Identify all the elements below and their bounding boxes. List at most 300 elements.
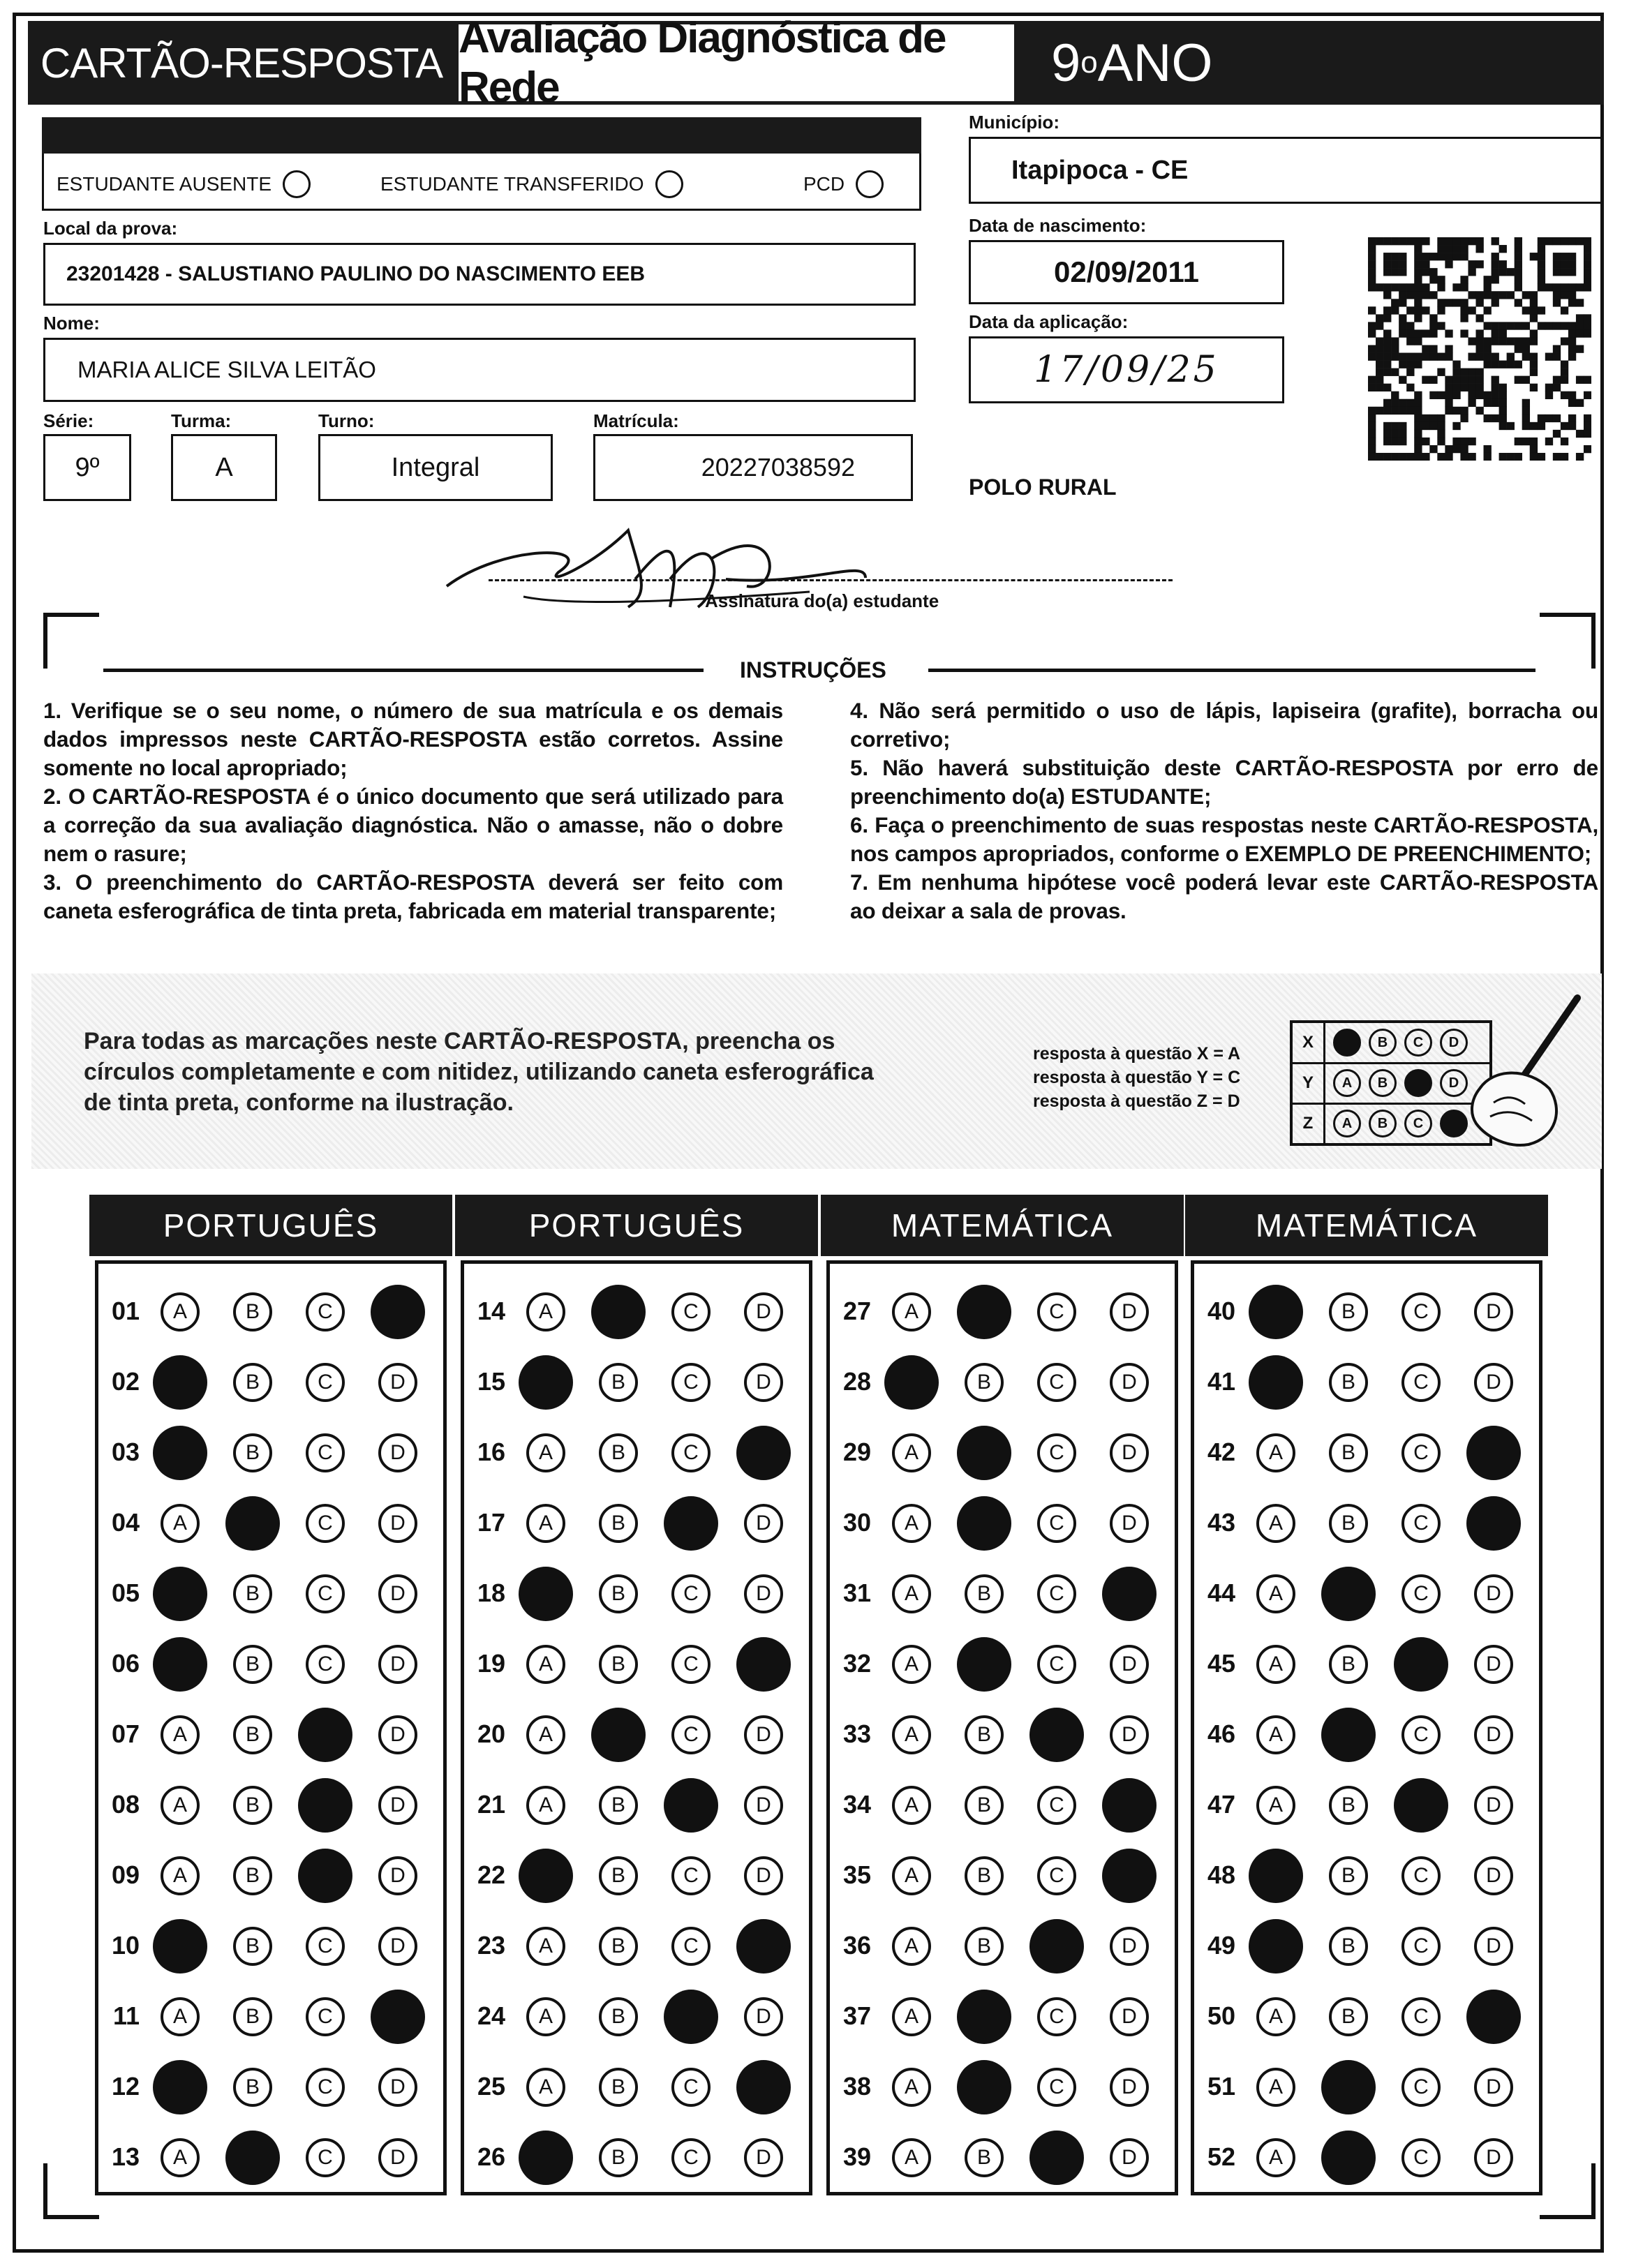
question-number: 51 (1207, 2072, 1235, 2101)
question-number: 09 (111, 1860, 140, 1889)
answer-bubble-b[interactable]: B (1329, 1786, 1368, 1825)
answer-bubble-a[interactable]: A (526, 2068, 565, 2107)
answer-bubble-d[interactable]: D (1110, 1433, 1149, 1472)
answer-bubble-c[interactable]: C (306, 1363, 345, 1402)
question-number: 11 (112, 2001, 140, 2030)
answer-bubble-c[interactable]: C (306, 2068, 345, 2107)
turno-label: Turno: (318, 410, 375, 431)
answer-bubble-b[interactable] (957, 1426, 1011, 1480)
answer-bubble-d[interactable]: D (1110, 1645, 1149, 1684)
answer-bubble-b[interactable] (1321, 2060, 1376, 2114)
answer-bubble-d[interactable]: D (378, 1363, 417, 1402)
answer-bubble-a[interactable]: A (892, 1927, 931, 1966)
answer-bubble-c[interactable]: C (671, 1715, 711, 1754)
answer-bubble-c[interactable] (298, 1778, 352, 1833)
municipio-label: Município: (969, 112, 1059, 133)
answer-bubble-a[interactable]: A (892, 2068, 931, 2107)
answer-bubble-c[interactable]: C (1401, 2068, 1441, 2107)
answer-bubble-d[interactable]: D (1110, 1927, 1149, 1966)
answer-bubble-b[interactable]: B (599, 1856, 638, 1895)
aplicacao-label: Data da aplicação: (969, 311, 1129, 332)
answer-bubble-d[interactable]: D (1110, 1715, 1149, 1754)
instruction-4: 4. Não será permitido o uso de lápis, lapiseira (grafite), borracha ou corretivo; (850, 698, 1598, 752)
answer-bubble-b[interactable]: B (599, 1997, 638, 2036)
answer-bubble-d[interactable]: D (1110, 2138, 1149, 2177)
grade-ordinal: o (1080, 45, 1098, 80)
answer-bubble-a[interactable] (153, 1637, 207, 1692)
example-bubble: D (1440, 1029, 1468, 1057)
question-number: 26 (477, 2142, 505, 2171)
aplicacao-field: 17/09/25 (969, 336, 1284, 403)
question-number: 32 (842, 1649, 871, 1678)
local-label: Local da prova: (43, 218, 178, 239)
question-number: 44 (1207, 1579, 1235, 1607)
answer-bubble-b[interactable] (591, 1708, 646, 1762)
answer-bubble-b[interactable]: B (965, 1715, 1004, 1754)
answer-bubble-c[interactable]: C (1037, 1363, 1076, 1402)
answer-bubble-c[interactable] (1029, 1708, 1084, 1762)
answer-bubble-a[interactable] (153, 1567, 207, 1621)
answer-bubble-a[interactable]: A (526, 1715, 565, 1754)
answer-bubble-b[interactable]: B (965, 2138, 1004, 2177)
answer-bubble-c[interactable]: C (671, 1433, 711, 1472)
answer-bubble-d[interactable]: D (1110, 1363, 1149, 1402)
answer-bubble-d[interactable]: D (744, 1856, 783, 1895)
answer-bubble-c[interactable]: C (1037, 1574, 1076, 1613)
answer-bubble-d[interactable]: D (744, 1715, 783, 1754)
example-row (1293, 1104, 1489, 1143)
question-number: 17 (477, 1508, 505, 1537)
answer-bubble-a[interactable]: A (1256, 1715, 1295, 1754)
nascimento-label: Data de nascimento: (969, 215, 1147, 236)
answer-bubble-d[interactable]: D (1474, 1292, 1513, 1331)
answer-bubble-a[interactable]: A (1256, 1997, 1295, 2036)
answer-bubble-b[interactable]: B (599, 1645, 638, 1684)
answer-bubble-b[interactable]: B (233, 1997, 272, 2036)
exam-title: Avaliação Diagnóstica de Rede (455, 21, 1018, 105)
answer-bubble-b[interactable]: B (233, 2068, 272, 2107)
answer-bubble-d[interactable]: D (1110, 1504, 1149, 1543)
answer-bubble-a[interactable]: A (892, 2138, 931, 2177)
answer-bubble-b[interactable]: B (965, 1927, 1004, 1966)
answer-bubble-a[interactable] (153, 1355, 207, 1410)
answer-bubble-d[interactable] (736, 1426, 791, 1480)
question-number: 01 (111, 1297, 140, 1325)
answer-bubble-d[interactable]: D (744, 1292, 783, 1331)
example-bubble: B (1369, 1069, 1397, 1097)
answer-bubble-d[interactable] (371, 1990, 425, 2044)
example-bubble (1333, 1029, 1361, 1057)
answer-bubble-c[interactable]: C (1401, 1363, 1441, 1402)
answer-bubble-a[interactable]: A (161, 1715, 200, 1754)
answer-bubble-b[interactable]: B (599, 1433, 638, 1472)
status-bar (42, 117, 921, 154)
answer-bubble-a[interactable]: A (892, 1786, 931, 1825)
answer-bubble-d[interactable]: D (378, 2138, 417, 2177)
answer-bubble-d[interactable]: D (1110, 2068, 1149, 2107)
answer-bubble-d[interactable]: D (1474, 1645, 1513, 1684)
answer-bubble-d[interactable]: D (378, 1574, 417, 1613)
answer-bubble-c[interactable]: C (306, 1433, 345, 1472)
question-number: 30 (842, 1508, 871, 1537)
answer-bubble-c[interactable]: C (1401, 2138, 1441, 2177)
answer-bubble-c[interactable] (1394, 1637, 1448, 1692)
section-title: MATEMÁTICA (1185, 1195, 1548, 1256)
answer-bubble-d[interactable]: D (378, 1504, 417, 1543)
answer-bubble-b[interactable] (225, 1496, 280, 1551)
answer-bubble-d[interactable]: D (1474, 1363, 1513, 1402)
answer-bubble-a[interactable]: A (161, 1856, 200, 1895)
answer-bubble-b[interactable]: B (599, 2068, 638, 2107)
question-number: 34 (842, 1790, 871, 1819)
transferred-circle[interactable] (655, 170, 683, 198)
matricula-field: 20227038592 (593, 434, 913, 501)
answer-bubble-a[interactable]: A (1256, 1504, 1295, 1543)
qr-code (1368, 237, 1591, 461)
answer-bubble-d[interactable] (1466, 1426, 1521, 1480)
answer-bubble-d[interactable] (1102, 1567, 1157, 1621)
answer-bubble-c[interactable]: C (1401, 1574, 1441, 1613)
answer-bubble-c[interactable]: C (671, 1927, 711, 1966)
example-row-label: Z (1293, 1104, 1325, 1143)
answer-bubble-a[interactable]: A (526, 1786, 565, 1825)
corner-top-right (1540, 613, 1596, 669)
instr-rule-left (103, 669, 704, 672)
example-bubble: D (1440, 1069, 1468, 1097)
instr-rule-right (928, 669, 1535, 672)
example-bubble (1404, 1069, 1432, 1097)
answer-bubble-b[interactable] (957, 1637, 1011, 1692)
answer-bubble-b[interactable]: B (1329, 1645, 1368, 1684)
answer-bubble-b[interactable]: B (1329, 1292, 1368, 1331)
answer-bubble-c[interactable]: C (1037, 1786, 1076, 1825)
answer-bubble-c[interactable]: C (671, 1574, 711, 1613)
answer-bubble-d[interactable]: D (378, 1786, 417, 1825)
answer-bubble-d[interactable] (1102, 1778, 1157, 1833)
answer-bubble-a[interactable] (1249, 1355, 1303, 1410)
answer-bubble-c[interactable] (664, 1990, 718, 2044)
answer-bubble-a[interactable]: A (892, 1715, 931, 1754)
answer-bubble-b[interactable]: B (233, 1927, 272, 1966)
answer-bubble-d[interactable]: D (744, 1786, 783, 1825)
answer-bubble-c[interactable]: C (671, 1292, 711, 1331)
answer-bubble-a[interactable]: A (892, 1645, 931, 1684)
answer-bubble-a[interactable]: A (892, 1504, 931, 1543)
answer-bubble-a[interactable]: A (892, 1292, 931, 1331)
answer-bubble-c[interactable] (298, 1849, 352, 1903)
answer-bubble-b[interactable]: B (1329, 1927, 1368, 1966)
answer-bubble-d[interactable] (1466, 1990, 1521, 2044)
answer-bubble-a[interactable]: A (526, 1997, 565, 2036)
answer-bubble-a[interactable]: A (892, 1856, 931, 1895)
answer-bubble-d[interactable] (736, 1919, 791, 1974)
absent-circle[interactable] (283, 170, 311, 198)
example-label-x: resposta à questão X = A (1033, 1044, 1241, 1064)
answer-bubble-a[interactable] (519, 2131, 573, 2185)
answer-bubble-a[interactable]: A (1256, 1786, 1295, 1825)
answer-bubble-b[interactable]: B (1329, 1433, 1368, 1472)
answer-bubble-a[interactable]: A (161, 1504, 200, 1543)
answer-bubble-c[interactable] (1394, 1778, 1448, 1833)
absent-option[interactable] (57, 170, 311, 198)
answer-bubble-c[interactable] (1029, 1919, 1084, 1974)
answer-bubble-b[interactable] (225, 2131, 280, 2185)
answer-bubble-c[interactable]: C (1037, 2068, 1076, 2107)
answer-bubble-d[interactable]: D (1474, 1927, 1513, 1966)
answer-bubble-b[interactable]: B (599, 1504, 638, 1543)
turno-field: Integral (318, 434, 553, 501)
answer-bubble-d[interactable]: D (378, 1715, 417, 1754)
answer-bubble-c[interactable]: C (1037, 1292, 1076, 1331)
question-number: 24 (477, 2001, 505, 2030)
corner-bottom-left (43, 2163, 99, 2219)
serie-field: 9º (43, 434, 131, 501)
instruction-5: 5. Não haverá substituição deste CARTÃO-RESPOSTA por erro de preenchimento do(a) ESTUDANTE; (850, 755, 1598, 809)
answer-bubble-d[interactable] (371, 1285, 425, 1339)
answer-bubble-d[interactable]: D (744, 1997, 783, 2036)
answer-bubble-a[interactable]: A (526, 1927, 565, 1966)
example-table (1290, 1020, 1492, 1146)
answer-bubble-c[interactable]: C (671, 2138, 711, 2177)
answer-bubble-a[interactable] (1249, 1849, 1303, 1903)
answer-bubble-a[interactable] (1249, 1285, 1303, 1339)
answer-bubble-d[interactable] (1102, 1849, 1157, 1903)
answer-bubble-c[interactable]: C (1037, 1504, 1076, 1543)
answer-bubble-c[interactable]: C (1401, 1504, 1441, 1543)
answer-bubble-b[interactable]: B (233, 1292, 272, 1331)
answer-bubble-b[interactable] (957, 1285, 1011, 1339)
answer-bubble-c[interactable]: C (1401, 1997, 1441, 2036)
answer-bubble-a[interactable]: A (526, 1504, 565, 1543)
answer-bubble-b[interactable]: B (599, 1363, 638, 1402)
answer-bubble-a[interactable] (519, 1355, 573, 1410)
answer-bubble-a[interactable]: A (161, 1292, 200, 1331)
question-number: 10 (111, 1931, 140, 1960)
answer-bubble-b[interactable]: B (233, 1715, 272, 1754)
question-number: 20 (477, 1719, 505, 1748)
answer-bubble-b[interactable]: B (965, 1574, 1004, 1613)
answer-bubble-c[interactable]: C (1401, 1715, 1441, 1754)
answer-bubble-c[interactable]: C (306, 1927, 345, 1966)
answer-bubble-d[interactable]: D (1474, 1715, 1513, 1754)
answer-bubble-c[interactable] (664, 1778, 718, 1833)
answer-bubble-c[interactable]: C (306, 1504, 345, 1543)
answer-bubble-c[interactable]: C (671, 1645, 711, 1684)
answer-bubble-b[interactable] (957, 1990, 1011, 2044)
answer-bubble-a[interactable] (153, 1919, 207, 1974)
nascimento-field: 02/09/2011 (969, 240, 1284, 304)
pcd-option[interactable] (803, 170, 884, 198)
answer-bubble-a[interactable] (884, 1355, 939, 1410)
answer-bubble-b[interactable]: B (1329, 1856, 1368, 1895)
answer-bubble-b[interactable]: B (965, 1786, 1004, 1825)
answer-bubble-a[interactable]: A (526, 1292, 565, 1331)
question-number: 04 (111, 1508, 140, 1537)
question-number: 33 (842, 1719, 871, 1748)
answer-bubble-c[interactable]: C (306, 1997, 345, 2036)
answer-bubble-c[interactable]: C (306, 1645, 345, 1684)
answer-bubble-d[interactable]: D (1474, 2068, 1513, 2107)
answer-bubble-c[interactable] (1029, 2131, 1084, 2185)
answer-bubble-d[interactable] (1466, 1496, 1521, 1551)
example-label-y: resposta à questão Y = C (1033, 1068, 1241, 1087)
answer-bubble-c[interactable]: C (1401, 1856, 1441, 1895)
question-number: 43 (1207, 1508, 1235, 1537)
answer-bubble-d[interactable]: D (1474, 1574, 1513, 1613)
answer-bubble-b[interactable]: B (599, 1927, 638, 1966)
example-bubble: A (1333, 1069, 1361, 1097)
answer-bubble-b[interactable] (1321, 2131, 1376, 2185)
answer-bubble-a[interactable]: A (161, 1786, 200, 1825)
answer-bubble-c[interactable]: C (671, 1363, 711, 1402)
answer-bubble-c[interactable]: C (1401, 1292, 1441, 1331)
nome-label: Nome: (43, 313, 100, 334)
serie-label: Série: (43, 410, 94, 431)
status-box (42, 154, 921, 211)
answer-bubble-c[interactable]: C (1037, 1997, 1076, 2036)
question-number: 07 (111, 1719, 140, 1748)
question-number: 39 (842, 2142, 871, 2171)
answer-bubble-a[interactable] (1249, 1919, 1303, 1974)
example-row (1293, 1023, 1489, 1064)
question-number: 19 (477, 1649, 505, 1678)
answer-bubble-c[interactable]: C (306, 2138, 345, 2177)
corner-top-left (43, 613, 99, 669)
answer-bubble-c[interactable]: C (1037, 1645, 1076, 1684)
answer-bubble-c[interactable]: C (671, 2068, 711, 2107)
answer-bubble-d[interactable]: D (744, 2138, 783, 2177)
answer-bubble-d[interactable]: D (378, 1645, 417, 1684)
answer-bubble-d[interactable]: D (744, 1363, 783, 1402)
answer-bubble-d[interactable] (736, 2060, 791, 2114)
answer-bubble-a[interactable] (519, 1849, 573, 1903)
answer-bubble-a[interactable]: A (892, 1574, 931, 1613)
answer-bubble-b[interactable]: B (233, 1433, 272, 1472)
turma-field: A (171, 434, 277, 501)
answer-bubble-a[interactable]: A (1256, 1433, 1295, 1472)
answer-bubble-d[interactable]: D (378, 1927, 417, 1966)
question-number: 25 (477, 2072, 505, 2101)
answer-bubble-c[interactable] (298, 1708, 352, 1762)
question-number: 22 (477, 1860, 505, 1889)
answer-bubble-a[interactable]: A (1256, 2138, 1295, 2177)
example-bubble (1440, 1110, 1468, 1137)
answer-bubble-a[interactable] (519, 1567, 573, 1621)
instructions-left (43, 696, 783, 925)
answer-bubble-b[interactable] (957, 1496, 1011, 1551)
answer-bubble-b[interactable]: B (599, 1574, 638, 1613)
example-bubble: B (1369, 1029, 1397, 1057)
answer-bubble-b[interactable]: B (1329, 1504, 1368, 1543)
answer-bubble-b[interactable] (957, 2060, 1011, 2114)
question-number: 05 (111, 1579, 140, 1607)
answer-bubble-d[interactable]: D (1110, 1997, 1149, 2036)
answer-bubble-c[interactable]: C (306, 1574, 345, 1613)
answer-bubble-a[interactable]: A (526, 1645, 565, 1684)
question-number: 47 (1207, 1790, 1235, 1819)
instruction-6: 6. Faça o preenchimento de suas respostas neste CARTÃO-RESPOSTA, nos campos apropriados, conforme o EXEMPLO DE PREENCHIMENTO; (850, 812, 1598, 866)
answer-bubble-d[interactable]: D (378, 1856, 417, 1895)
answer-bubble-d[interactable]: D (1474, 2138, 1513, 2177)
local-field: 23201428 - SALUSTIANO PAULINO DO NASCIMENTO EEB (43, 243, 916, 306)
answer-bubble-a[interactable]: A (1256, 2068, 1295, 2107)
answer-bubble-d[interactable]: D (744, 1574, 783, 1613)
answer-bubble-c[interactable] (664, 1496, 718, 1551)
answer-bubble-b[interactable] (1321, 1708, 1376, 1762)
answer-bubble-a[interactable]: A (1256, 1574, 1295, 1613)
answer-bubble-a[interactable] (153, 1426, 207, 1480)
question-number: 21 (477, 1790, 505, 1819)
answer-bubble-b[interactable]: B (599, 1786, 638, 1825)
transferred-option[interactable] (380, 170, 683, 198)
grade-suffix: ANO (1097, 33, 1213, 93)
answer-bubble-d[interactable]: D (378, 2068, 417, 2107)
answer-bubble-a[interactable]: A (161, 2138, 200, 2177)
answer-bubble-c[interactable]: C (306, 1292, 345, 1331)
answer-bubble-b[interactable]: B (1329, 1363, 1368, 1402)
answer-bubble-d[interactable]: D (744, 1504, 783, 1543)
question-number: 42 (1207, 1438, 1235, 1466)
answer-bubble-a[interactable]: A (526, 1433, 565, 1472)
answer-bubble-a[interactable]: A (1256, 1645, 1295, 1684)
question-number: 13 (111, 2142, 140, 2171)
answer-bubble-b[interactable]: B (233, 1574, 272, 1613)
example-bubble: C (1404, 1110, 1432, 1137)
hand-pen-icon (1466, 991, 1584, 1151)
answer-bubble-c[interactable]: C (1037, 1856, 1076, 1895)
answer-bubble-a[interactable] (153, 2060, 207, 2114)
answer-bubble-c[interactable]: C (1401, 1927, 1441, 1966)
answer-bubble-b[interactable]: B (965, 1856, 1004, 1895)
answer-bubble-b[interactable]: B (599, 2138, 638, 2177)
answer-bubble-c[interactable]: C (1037, 1433, 1076, 1472)
section-title: PORTUGUÊS (89, 1195, 452, 1256)
answer-bubble-b[interactable]: B (233, 1363, 272, 1402)
question-number: 35 (842, 1860, 871, 1889)
pcd-circle[interactable] (856, 170, 884, 198)
transferred-label: ESTUDANTE TRANSFERIDO (380, 173, 644, 195)
example-row (1293, 1064, 1489, 1105)
answer-bubble-b[interactable] (1321, 1567, 1376, 1621)
answer-bubble-a[interactable]: A (892, 1997, 931, 2036)
municipio-field: Itapipoca - CE (969, 137, 1602, 204)
answer-bubble-d[interactable] (736, 1637, 791, 1692)
answer-bubble-d[interactable]: D (378, 1433, 417, 1472)
answer-bubble-c[interactable]: C (1401, 1433, 1441, 1472)
answer-bubble-b[interactable]: B (233, 1856, 272, 1895)
answer-bubble-d[interactable]: D (1110, 1292, 1149, 1331)
question-number: 40 (1207, 1297, 1235, 1325)
question-number: 06 (111, 1649, 140, 1678)
example-label-z: resposta à questão Z = D (1033, 1091, 1240, 1111)
answer-bubble-d[interactable]: D (1474, 1786, 1513, 1825)
answer-bubble-a[interactable]: A (892, 1433, 931, 1472)
answer-bubble-b[interactable]: B (233, 1645, 272, 1684)
answer-bubble-a[interactable]: A (161, 1997, 200, 2036)
question-number: 16 (477, 1438, 505, 1466)
answer-bubble-b[interactable]: B (233, 1786, 272, 1825)
answer-bubble-b[interactable] (591, 1285, 646, 1339)
question-number: 28 (842, 1367, 871, 1396)
answer-bubble-c[interactable]: C (671, 1856, 711, 1895)
answer-bubble-b[interactable]: B (1329, 1997, 1368, 2036)
answer-bubble-d[interactable]: D (1474, 1856, 1513, 1895)
question-number: 46 (1207, 1719, 1235, 1748)
question-number: 27 (842, 1297, 871, 1325)
example-labels (1033, 1042, 1240, 1113)
question-number: 02 (111, 1367, 140, 1396)
answer-bubble-b[interactable]: B (965, 1363, 1004, 1402)
